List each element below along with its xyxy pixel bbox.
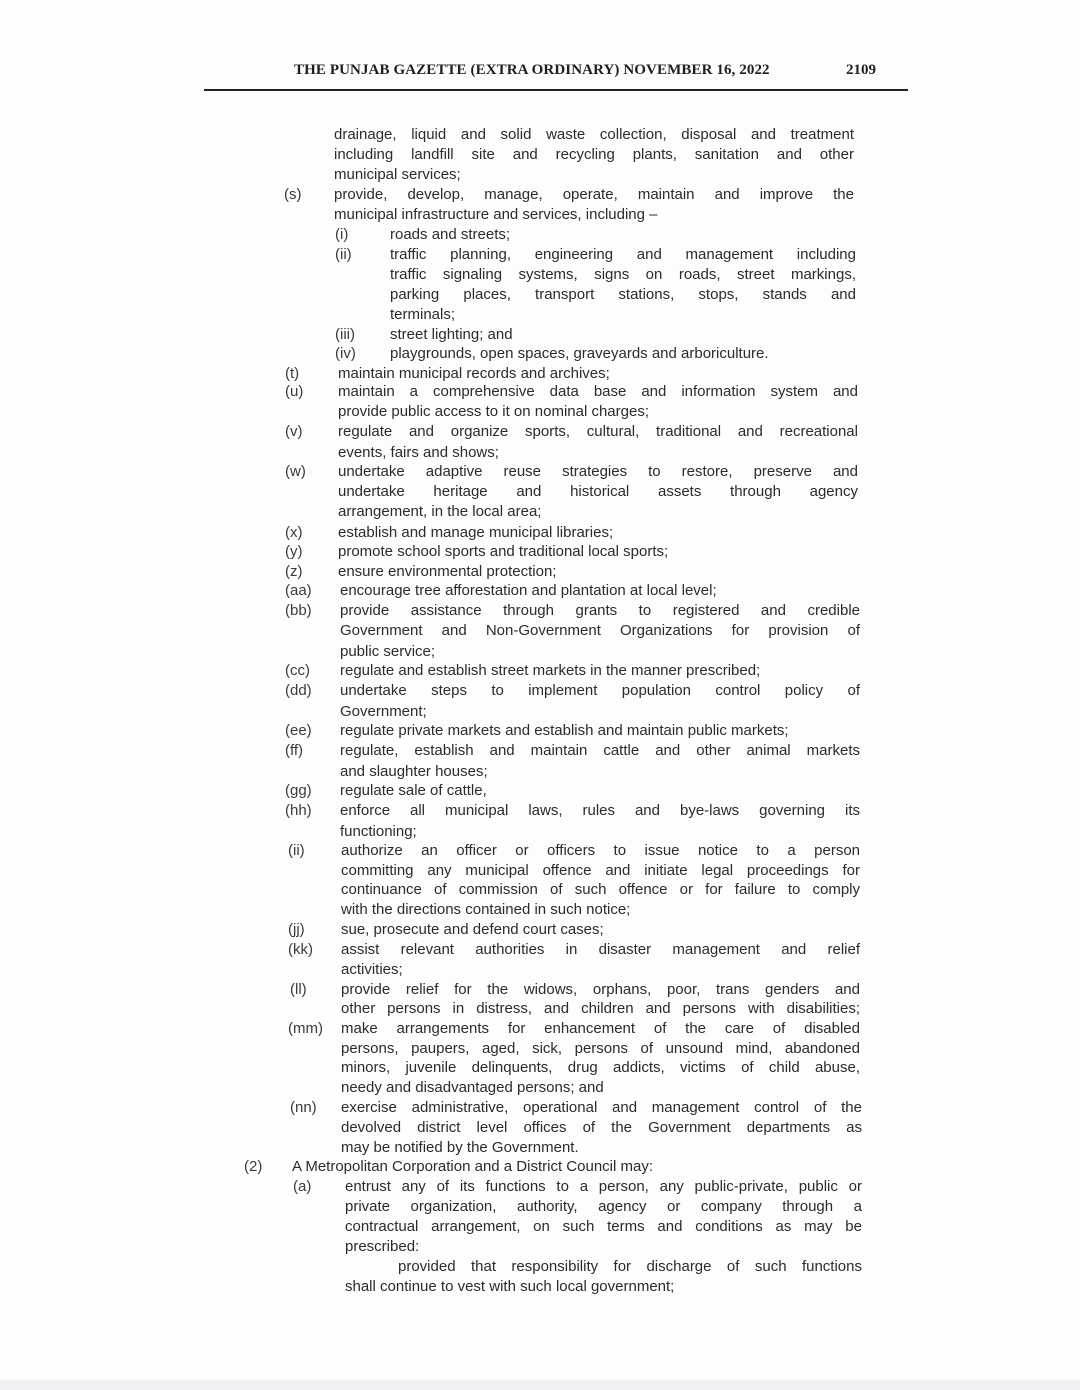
clause-text: municipal services; (334, 166, 461, 183)
clause-label: (2) (244, 1158, 263, 1175)
clause-text: make arrangements for enhancement of the care of disabled (341, 1020, 860, 1037)
clause-text: Government and Non-Government Organizations for provision of (340, 622, 860, 639)
header-rule (204, 89, 908, 91)
clause-text: Government; (340, 703, 427, 720)
clause-label: (kk) (288, 941, 313, 958)
clause-text: may be notified by the Government. (341, 1139, 579, 1156)
clause-text: terminals; (390, 306, 456, 323)
clause-label: (dd) (285, 682, 312, 699)
page-number: 2109 (846, 62, 876, 78)
clause-text: undertake adaptive reuse strategies to restore, preserve and (338, 463, 858, 480)
clause-text: sue, prosecute and defend court cases; (341, 921, 604, 938)
clause-label: (cc) (285, 662, 310, 679)
clause-text: regulate and establish street markets in the manner prescribed; (340, 662, 761, 679)
clause-text: and slaughter houses; (340, 763, 488, 780)
clause-label: (aa) (285, 582, 312, 599)
clause-text: maintain a comprehensive data base and information system and (338, 383, 858, 400)
clause-text: exercise administrative, operational and management control of the (341, 1099, 862, 1116)
clause-label: (bb) (285, 602, 312, 619)
clause-text: with the directions contained in such notice; (341, 901, 631, 918)
clause-text: contractual arrangement, on such terms and conditions as may be (345, 1218, 862, 1235)
clause-label: (z) (285, 563, 303, 580)
clause-text: municipal infrastructure and services, including – (334, 206, 658, 223)
clause-text: public service; (340, 643, 436, 660)
clause-label: (iv) (335, 345, 356, 362)
clause-text: other persons in distress, and children and persons with disabilities; (341, 1000, 860, 1017)
clause-label: (s) (284, 186, 302, 203)
clause-label: (ll) (290, 981, 307, 998)
clause-label: (w) (285, 463, 306, 480)
clause-text: drainage, liquid and solid waste collection, disposal and treatment (334, 126, 854, 143)
clause-text: provide assistance through grants to registered and credible (340, 602, 860, 619)
clause-text: assist relevant authorities in disaster management and relief (341, 941, 860, 958)
clause-text: regulate sale of cattle, (340, 782, 487, 799)
clause-text: establish and manage municipal libraries; (338, 524, 614, 541)
clause-label: (ff) (285, 742, 304, 759)
clause-text: entrust any of its functions to a person, any public-private, public or (345, 1178, 862, 1195)
clause-label: (ii) (288, 842, 305, 859)
clause-text: shall continue to vest with such local government; (345, 1278, 675, 1295)
clause-text: A Metropolitan Corporation and a District Council may: (292, 1158, 653, 1175)
clause-text: provide public access to it on nominal charges; (338, 403, 650, 420)
clause-text: street lighting; and (390, 326, 513, 343)
clause-label: (ii) (335, 246, 352, 263)
gazette-header-title: THE PUNJAB GAZETTE (EXTRA ORDINARY) NOVEMBER 16, 2022 (294, 62, 770, 78)
clause-text: regulate private markets and establish and maintain public markets; (340, 722, 789, 739)
clause-text: provide relief for the widows, orphans, poor, trans genders and (341, 981, 860, 998)
clause-text: roads and streets; (390, 226, 511, 243)
clause-label: (jj) (288, 921, 305, 938)
clause-text: enforce all municipal laws, rules and bye-laws governing its (340, 802, 860, 819)
clause-text: provided that responsibility for discharge of such functions (398, 1258, 862, 1275)
clause-text: activities; (341, 961, 403, 978)
clause-label: (nn) (290, 1099, 317, 1116)
clause-text: maintain municipal records and archives; (338, 365, 610, 382)
clause-text: regulate, establish and maintain cattle and other animal markets (340, 742, 860, 759)
clause-text: traffic planning, engineering and management including (390, 246, 856, 263)
clause-label: (x) (285, 524, 303, 541)
clause-label: (hh) (285, 802, 312, 819)
clause-text: arrangement, in the local area; (338, 503, 542, 520)
clause-label: (i) (335, 226, 349, 243)
clause-text: including landfill site and recycling plants, sanitation and other (334, 146, 854, 163)
clause-text: events, fairs and shows; (338, 444, 499, 461)
clause-label: (iii) (335, 326, 355, 343)
clause-text: needy and disadvantaged persons; and (341, 1079, 604, 1096)
clause-text: devolved district level offices of the Government departments as (341, 1119, 862, 1136)
viewer-bottom-edge (0, 1380, 1080, 1390)
clause-text: undertake steps to implement population control policy of (340, 682, 860, 699)
clause-text: traffic signaling systems, signs on roads, street markings, (390, 266, 856, 283)
clause-label: (gg) (285, 782, 312, 799)
clause-label: (t) (285, 365, 300, 382)
clause-label: (v) (285, 423, 303, 440)
clause-text: provide, develop, manage, operate, maintain and improve the (334, 186, 854, 203)
clause-text: functioning; (340, 823, 417, 840)
clause-text: ensure environmental protection; (338, 563, 557, 580)
clause-text: promote school sports and traditional local sports; (338, 543, 669, 560)
clause-text: prescribed: (345, 1238, 420, 1255)
clause-text: continuance of commission of such offence or for failure to comply (341, 881, 860, 898)
clause-text: minors, juvenile delinquents, drug addicts, victims of child abuse, (341, 1059, 860, 1076)
clause-text: committing any municipal offence and initiate legal proceedings for (341, 862, 860, 879)
clause-text: regulate and organize sports, cultural, traditional and recreational (338, 423, 858, 440)
clause-label: (ee) (285, 722, 312, 739)
clause-text: parking places, transport stations, stops, stands and (390, 286, 856, 303)
clause-text: private organization, authority, agency or company through a (345, 1198, 862, 1215)
clause-label: (y) (285, 543, 303, 560)
clause-text: persons, paupers, aged, sick, persons of unsound mind, abandoned (341, 1040, 860, 1057)
clause-text: authorize an officer or officers to issue notice to a person (341, 842, 860, 859)
clause-text: playgrounds, open spaces, graveyards and arboriculture. (390, 345, 769, 362)
clause-label: (mm) (288, 1020, 323, 1037)
clause-text: encourage tree afforestation and plantation at local level; (340, 582, 717, 599)
clause-label: (a) (293, 1178, 312, 1195)
clause-label: (u) (285, 383, 304, 400)
clause-text: undertake heritage and historical assets through agency (338, 483, 858, 500)
